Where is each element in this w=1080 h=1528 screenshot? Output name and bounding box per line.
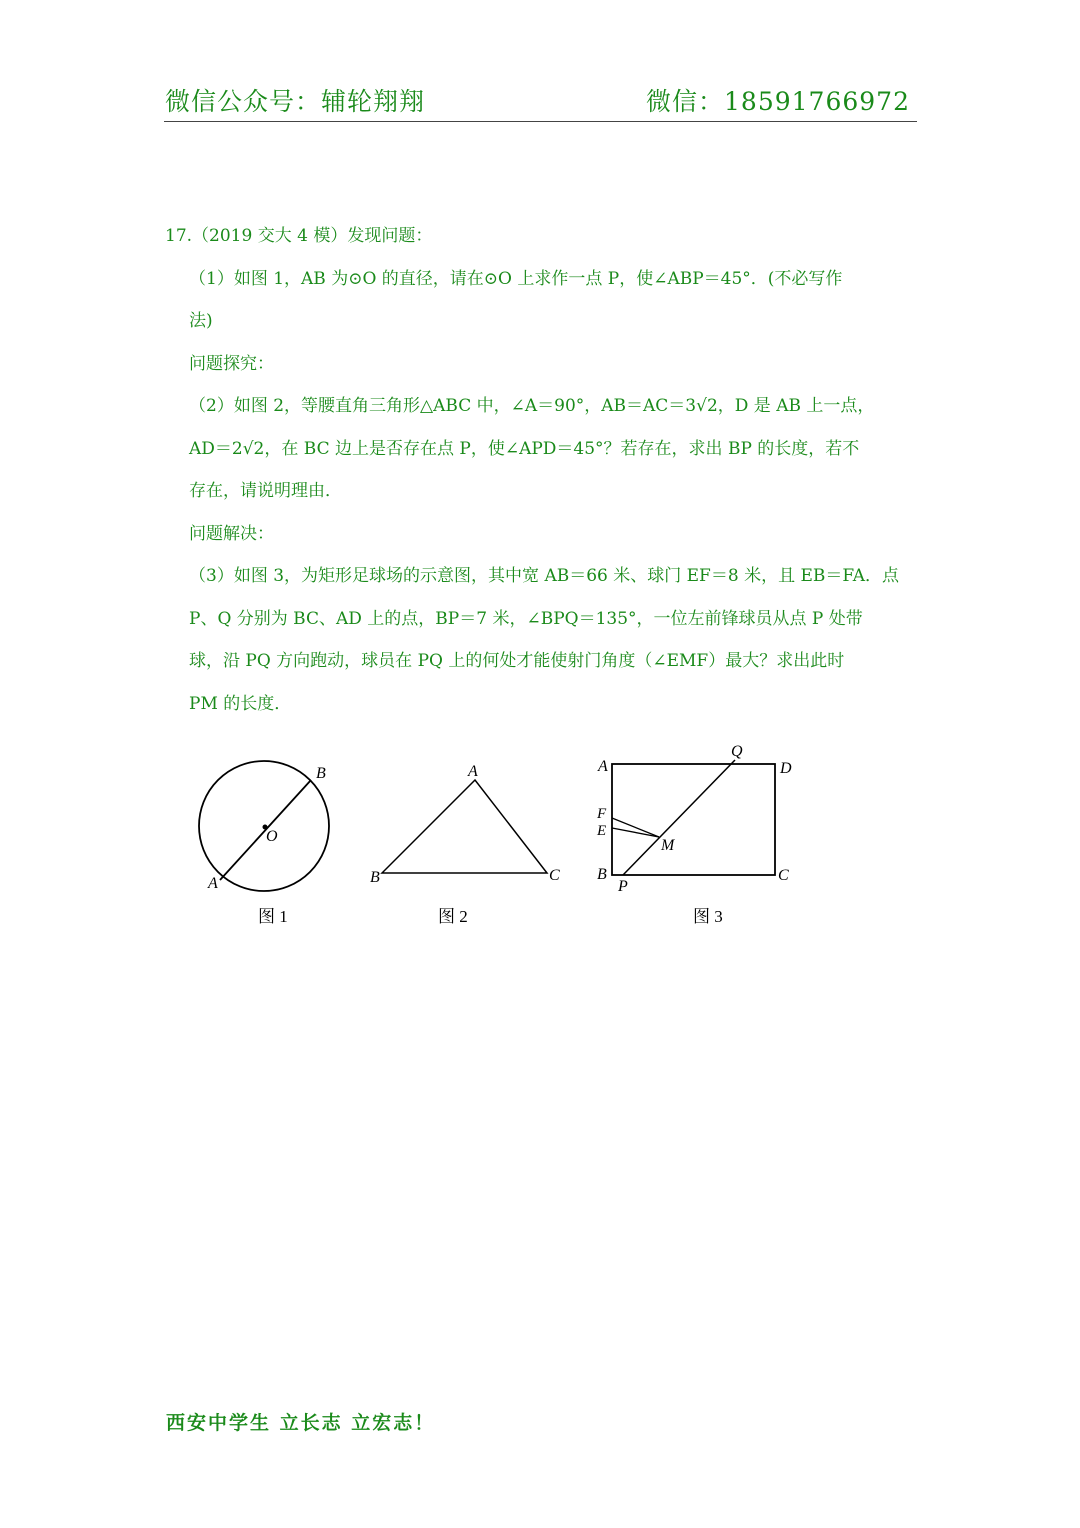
figure-1: [199, 761, 329, 926]
label-e: E: [597, 823, 607, 839]
header-divider: [164, 121, 917, 122]
label-d: D: [780, 760, 792, 777]
caption-fig1: 图 1: [258, 907, 288, 926]
label-o: O: [266, 828, 278, 845]
label-q: Q: [731, 743, 743, 760]
label-a: A: [208, 875, 218, 892]
line-fm: [612, 818, 659, 837]
label-a: A: [598, 758, 608, 775]
line-em: [612, 828, 659, 837]
label-c: C: [778, 867, 789, 884]
problem-line: 球，沿 PQ 方向跑动，球员在 PQ 上的何处才能使射门角度（∠EMF）最大？求出此时: [189, 651, 845, 671]
caption-fig3: 图 3: [693, 907, 723, 926]
label-f: F: [597, 806, 607, 822]
rectangle-abcd: [612, 764, 775, 875]
label-m: M: [661, 837, 675, 854]
problem-line: 法): [189, 311, 213, 331]
problem-line: AD＝2√2，在 BC 边上是否存在点 P，使∠APD＝45°？若存在，求出 BP 的长度，若不: [189, 438, 860, 459]
problem-line: （2）如图 2，等腰直角三角形△ABC 中，∠A＝90°，AB＝AC＝3√2，D 是 AB 上一点，: [189, 396, 875, 416]
problem-line: 问题探究：: [189, 353, 274, 374]
figure-3: [596, 743, 792, 926]
label-b: B: [316, 765, 326, 782]
label-p: P: [618, 878, 628, 895]
label-c: C: [549, 867, 560, 884]
header-account-name: 微信公众号：辅轮翔翔: [165, 87, 426, 116]
problem-text: [165, 222, 917, 732]
label-a: A: [468, 763, 478, 780]
caption-fig2: 图 2: [438, 907, 468, 926]
problem-line: （3）如图 3，为矩形足球场的示意图，其中宽 AB＝66 米、球门 EF＝8 米，且 EB＝FA．点: [189, 566, 899, 586]
problem-line: 问题解决：: [189, 523, 274, 544]
problem-line: P、Q 分别为 BC、AD 上的点，BP＝7 米，∠BPQ＝135°，一位左前锋球员从点 P 处带: [189, 608, 863, 629]
footer-slogan: 西安中学生 立长志 立宏志！: [166, 1412, 436, 1434]
figure-2: [370, 763, 560, 926]
header-wechat-id: 微信：18591766972: [646, 87, 910, 116]
label-b: B: [597, 866, 607, 883]
triangle-abc: [382, 780, 547, 873]
problem-line: 存在，请说明理由．: [189, 481, 342, 501]
figures: [180, 740, 820, 940]
problem-line: PM 的长度．: [189, 693, 292, 714]
problem-line: 17.（2019 交大 4 模）发现问题：: [165, 226, 433, 246]
problem-line: （1）如图 1，AB 为⊙O 的直径，请在⊙O 上求作一点 P，使∠ABP＝45°．(不必写作: [189, 268, 843, 289]
line-pq: [623, 760, 735, 875]
label-b: B: [370, 869, 380, 886]
